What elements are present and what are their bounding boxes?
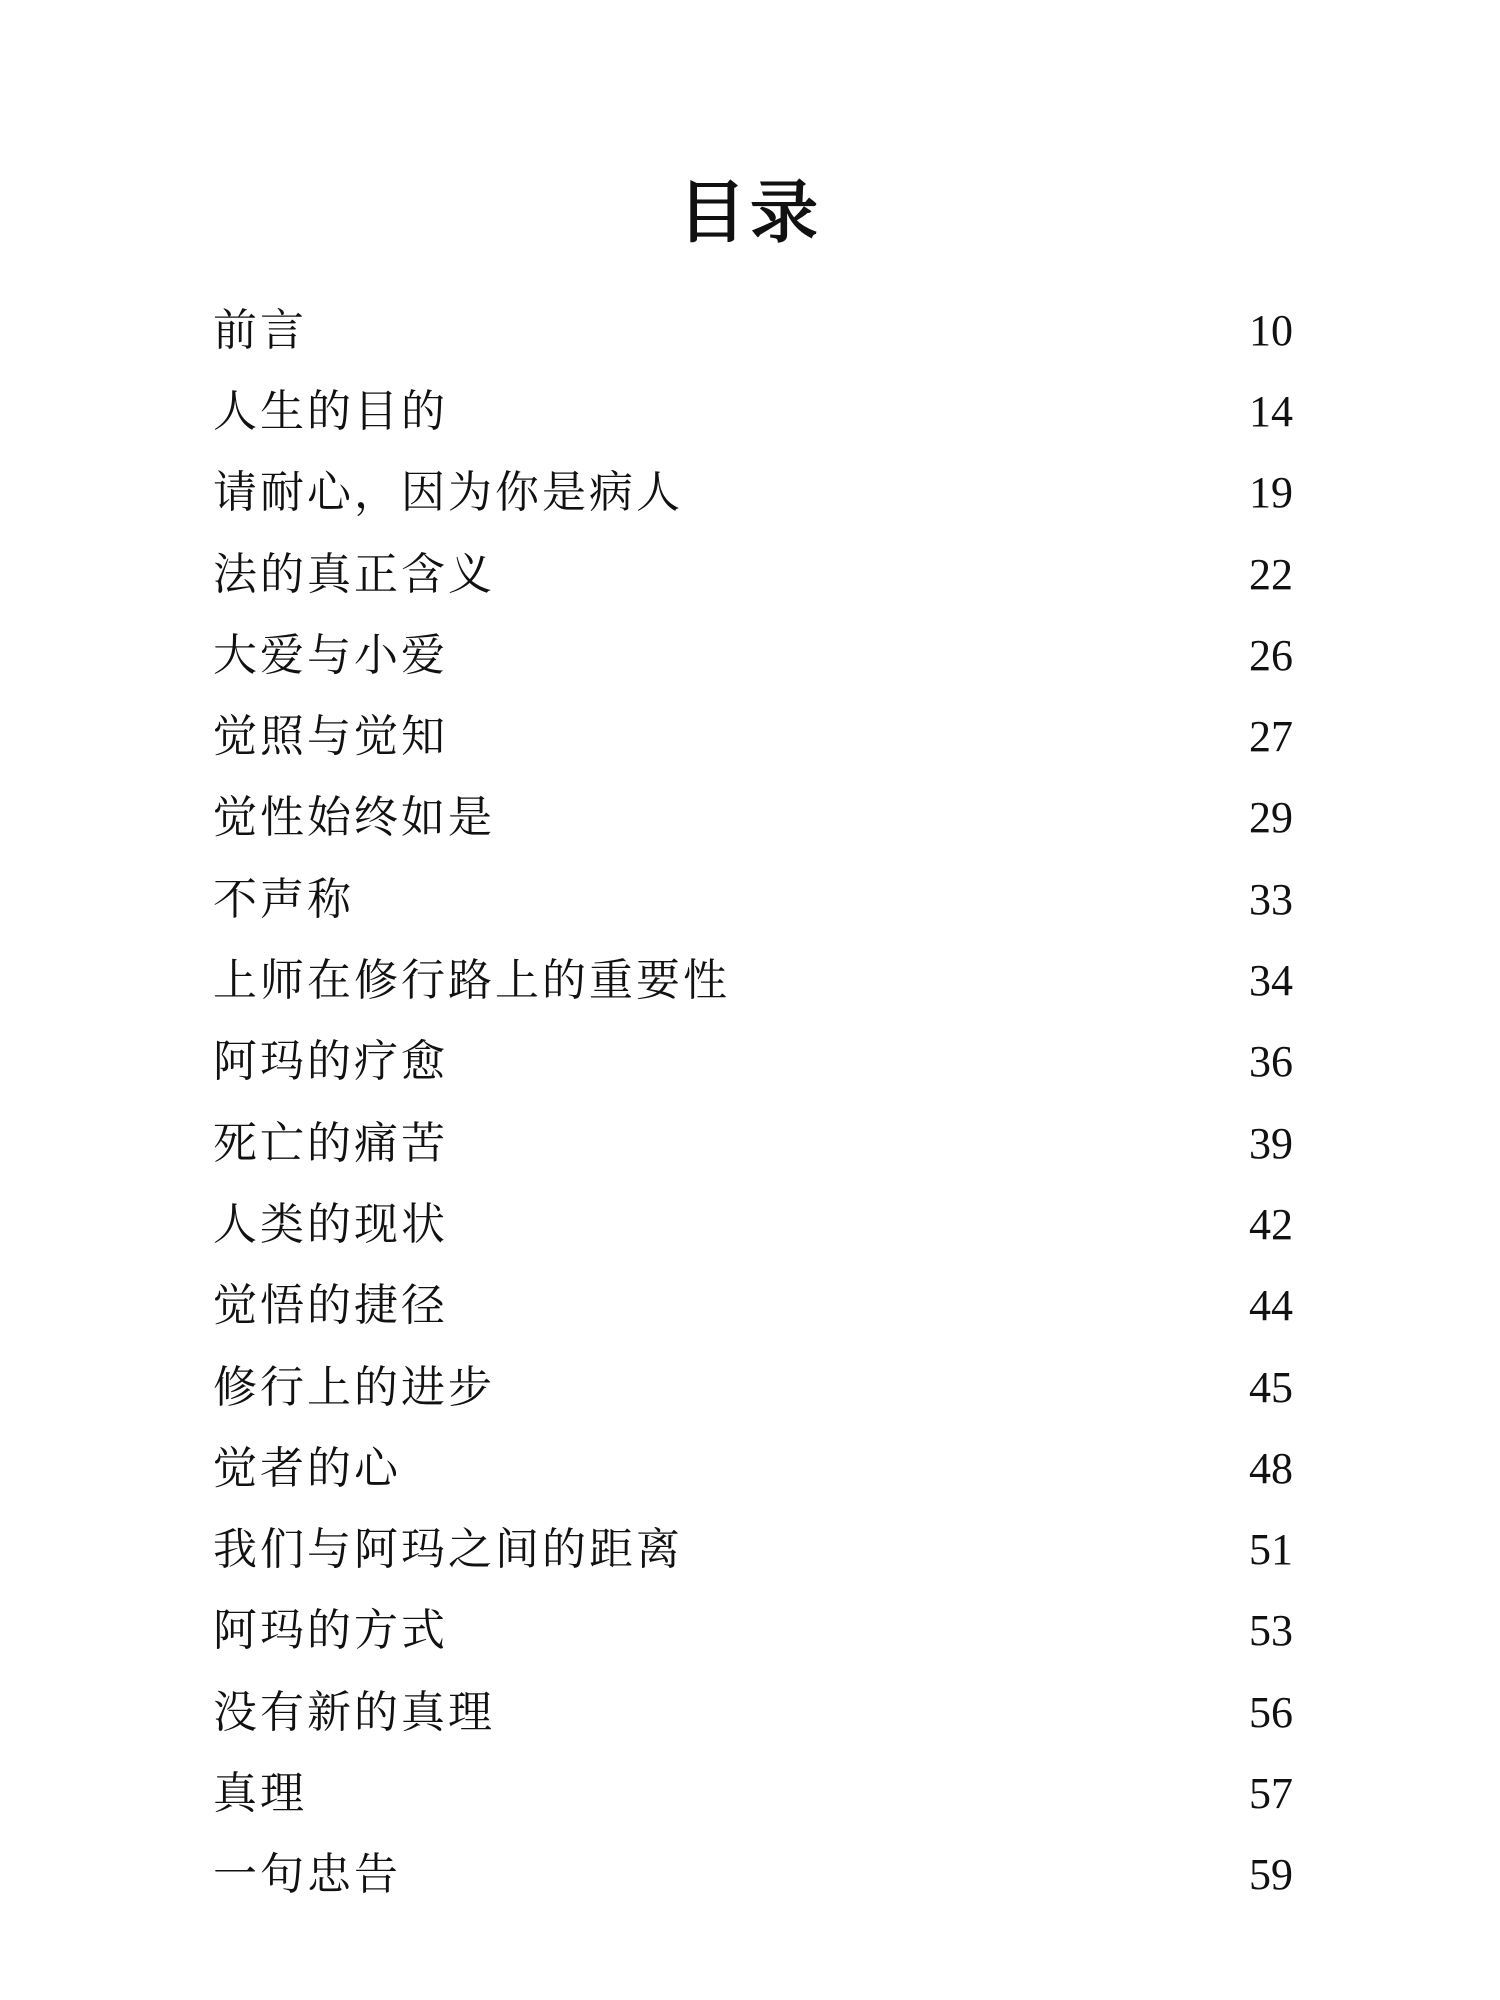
toc-page-number: 39 [1249,1118,1293,1168]
toc-page-number: 45 [1249,1362,1293,1412]
page-title: 目录 [677,173,822,253]
toc-entry-title: 人类的现状 [213,1198,448,1250]
toc-row[interactable] [213,1835,1293,1916]
toc-entry-title: 死亡的痛苦 [213,1117,448,1169]
toc-entry-title: 不声称 [213,873,354,925]
toc-row[interactable] [213,1753,1293,1834]
toc-entry-title: 前言 [213,304,307,356]
toc-row[interactable] [213,940,1293,1021]
toc-page-number: 51 [1249,1525,1293,1575]
toc-page-number: 48 [1249,1443,1293,1493]
toc-page-number: 29 [1249,793,1293,843]
table-of-contents [213,290,1293,1916]
toc-row[interactable] [213,1184,1293,1265]
toc-row[interactable] [213,615,1293,696]
toc-entry-title: 上师在修行路上的重要性 [213,955,730,1007]
toc-row[interactable] [213,1672,1293,1753]
toc-entry-title: 请耐心，因为你是病人 [213,467,683,519]
toc-page-number: 22 [1249,549,1293,599]
toc-row[interactable] [213,778,1293,859]
toc-row[interactable] [213,1347,1293,1428]
toc-page-number: 59 [1249,1850,1293,1900]
toc-entry-title: 觉照与觉知 [213,711,448,763]
toc-entry-title: 真理 [213,1767,307,1819]
toc-entry-title: 觉悟的捷径 [213,1280,448,1332]
toc-page-number: 34 [1249,956,1293,1006]
toc-row[interactable] [213,371,1293,452]
toc-page-number: 42 [1249,1199,1293,1249]
toc-page-number: 56 [1249,1687,1293,1737]
toc-row[interactable] [213,696,1293,777]
toc-entry-title: 觉性始终如是 [213,792,495,844]
toc-page-number: 33 [1249,874,1293,924]
toc-page-number: 10 [1249,305,1293,355]
toc-page-number: 53 [1249,1606,1293,1656]
toc-row[interactable] [213,1266,1293,1347]
toc-row[interactable] [213,1509,1293,1590]
toc-entry-title: 我们与阿玛之间的距离 [213,1524,683,1576]
toc-page-number: 36 [1249,1037,1293,1087]
toc-page-number: 26 [1249,630,1293,680]
toc-row[interactable] [213,453,1293,534]
toc-page-number: 27 [1249,712,1293,762]
toc-page-number: 19 [1249,468,1293,518]
toc-entry-title: 阿玛的疗愈 [213,1036,448,1088]
toc-row[interactable] [213,290,1293,371]
toc-entry-title: 法的真正含义 [213,548,495,600]
toc-row[interactable] [213,859,1293,940]
toc-row[interactable] [213,1103,1293,1184]
toc-page-number: 14 [1249,386,1293,436]
toc-row[interactable] [213,1591,1293,1672]
toc-row[interactable] [213,1428,1293,1509]
toc-entry-title: 一句忠告 [213,1849,401,1901]
toc-entry-title: 修行上的进步 [213,1361,495,1413]
toc-row[interactable] [213,534,1293,615]
toc-entry-title: 没有新的真理 [213,1686,495,1738]
toc-row[interactable] [213,1022,1293,1103]
toc-entry-title: 大爱与小爱 [213,629,448,681]
toc-entry-title: 觉者的心 [213,1442,401,1494]
toc-page-number: 44 [1249,1281,1293,1331]
toc-entry-title: 人生的目的 [213,385,448,437]
toc-page-number: 57 [1249,1768,1293,1818]
toc-entry-title: 阿玛的方式 [213,1605,448,1657]
